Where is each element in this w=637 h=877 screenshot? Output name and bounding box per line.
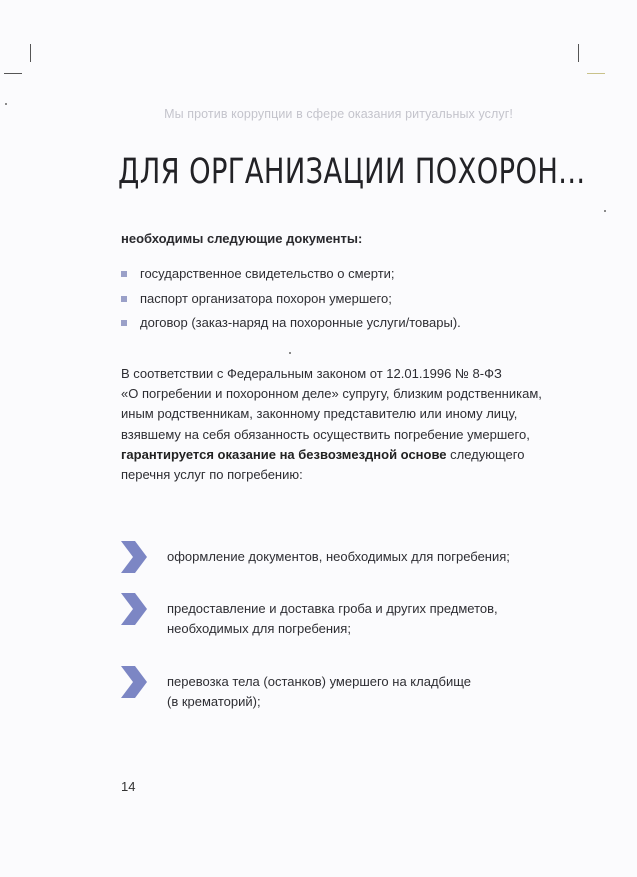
paragraph-line: взявшему на себя обязанность осуществить погребение умершего,	[121, 426, 530, 442]
list-item-text: государственное свидетельство о смерти;	[140, 266, 395, 281]
page-title: ДЛЯ ОРГАНИЗАЦИИ ПОХОРОН...	[118, 152, 586, 192]
service-text	[167, 599, 498, 639]
documents-list	[121, 262, 461, 336]
chevron-arrow-icon	[121, 593, 147, 625]
list-item-text: договор (заказ-наряд на похоронные услуги/товары).	[140, 315, 461, 330]
service-line: предоставление и доставка гроба и других предметов,	[167, 601, 498, 616]
paragraph-line-rest: следующего	[446, 446, 525, 462]
paragraph-emphasis: гарантируется оказание на безвозмездной основе	[121, 446, 447, 462]
law-paragraph	[121, 364, 561, 485]
square-bullet-icon	[121, 296, 127, 302]
paragraph-line: В соответствии с Федеральным законом от 12.01.1996 № 8-ФЗ	[121, 366, 502, 381]
service-line: необходимых для погребения;	[167, 621, 351, 636]
list-item	[121, 287, 461, 312]
scan-speck	[604, 210, 606, 212]
service-line: оформление документов, необходимых для погребения;	[167, 549, 510, 564]
square-bullet-icon	[121, 271, 127, 277]
list-item	[121, 262, 461, 287]
paragraph-line: «О погребении и похоронном деле» супругу, близким родственникам,	[121, 386, 542, 402]
list-item	[121, 311, 461, 336]
crop-mark	[4, 73, 22, 74]
paragraph-line: перечня услуг по погребению:	[121, 467, 303, 483]
documents-heading: необходимы следующие документы:	[121, 231, 363, 246]
chevron-arrow-icon	[121, 666, 147, 698]
page-header-tagline: Мы против коррупции в сфере оказания ритуальных услуг!	[164, 107, 513, 121]
chevron-arrow-icon	[121, 541, 147, 573]
list-item-text: паспорт организатора похорон умершего;	[140, 290, 392, 306]
square-bullet-icon	[121, 320, 127, 326]
paragraph-line	[121, 445, 561, 465]
service-line: перевозка тела (останков) умершего на кладбище	[167, 674, 472, 689]
service-text	[167, 672, 471, 712]
service-line: (в крематорий);	[167, 694, 261, 709]
scan-speck	[289, 352, 291, 354]
service-text	[167, 547, 510, 567]
scan-speck	[5, 103, 7, 105]
paragraph-line: иным родственникам, законному представителю или иному лицу,	[121, 406, 518, 422]
crop-mark	[30, 44, 31, 62]
page-number: 14	[121, 779, 136, 794]
crop-mark	[578, 44, 579, 62]
crop-mark	[587, 73, 605, 74]
